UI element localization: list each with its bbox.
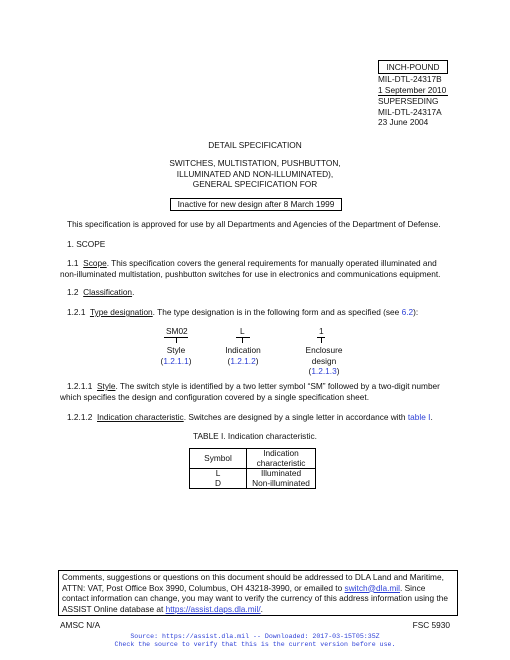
- paragraph-text: . Switches are designed by a single letter in accordance with: [183, 412, 408, 422]
- previous-document-id: MIL-DTL-24317A: [378, 106, 442, 117]
- document-id: MIL-DTL-24317B: [378, 74, 442, 84]
- enclosure-label-2: design: [311, 355, 337, 366]
- document-header: [378, 60, 448, 128]
- paragraph-heading: Type designation: [89, 307, 153, 317]
- fsc-label: FSC 5930: [412, 620, 450, 630]
- paragraph-1-1: [60, 258, 455, 279]
- enclosure-label: Enclosure: [305, 345, 343, 355]
- document-date: 1 September 2010: [378, 84, 447, 95]
- indication-label-group: Indication (1.2.1.2): [213, 345, 273, 366]
- indication-cell: Illuminated: [247, 469, 316, 479]
- paragraph-text: . This specification covers the general requirements for manually operated illuminated and non-illuminated multistation, pushbutton switches for use in electronics and communications equipment.: [60, 258, 441, 279]
- paragraph-number: 1.2: [67, 287, 79, 297]
- indication-cell: Non-illuminated: [247, 479, 316, 489]
- inch-pound-label: INCH-POUND: [378, 60, 448, 74]
- enclosure-ref-link[interactable]: 1.2.1.3: [311, 366, 337, 376]
- amsc-label: AMSC N/A: [60, 620, 101, 630]
- paragraph-1-2: [60, 287, 455, 298]
- comments-box: [58, 570, 458, 616]
- code-enclosure: 1: [319, 326, 324, 336]
- paragraph-text-end: ):: [413, 307, 419, 317]
- paragraph-number: 1.2.1.1: [67, 381, 93, 391]
- style-ref-link[interactable]: 1.2.1.1: [163, 355, 189, 366]
- comments-text-3: .: [260, 603, 263, 614]
- paragraph-number: 1.2.1: [67, 307, 86, 317]
- table-row: [190, 479, 316, 489]
- spec-kind: DETAIL SPECIFICATION: [208, 140, 302, 150]
- paragraph-1-2-1: [60, 307, 480, 318]
- style-label: Style: [166, 345, 186, 355]
- table-link[interactable]: table I: [407, 412, 431, 422]
- table-row: [190, 469, 316, 479]
- paragraph-heading: Scope: [83, 258, 107, 268]
- paragraph-heading: Classification: [83, 287, 133, 297]
- check-line: Check the source to verify that this is the current version before use.: [114, 641, 396, 648]
- column-header-indication: Indication characteristic: [247, 449, 316, 469]
- symbol-cell: L: [190, 469, 247, 479]
- indication-table: [189, 448, 316, 489]
- style-label-group: Style (1.2.1.1): [146, 345, 206, 366]
- section-1-heading: 1. SCOPE: [67, 239, 106, 249]
- code-style: SM02: [166, 326, 188, 336]
- section-link[interactable]: 6.2: [401, 307, 414, 317]
- paragraph-1-2-1-1: [60, 381, 455, 402]
- table-caption: TABLE I. Indication characteristic.: [193, 431, 317, 441]
- paragraph-number: 1.2.1.2: [67, 412, 93, 422]
- column-header-symbol: Symbol: [190, 449, 247, 469]
- title-line-2: ILLUMINATED AND NON-ILLUMINATED),: [176, 168, 334, 179]
- approval-statement: This specification is approved for use by all Departments and Agencies of the Department of Defense.: [67, 219, 441, 229]
- previous-document-date: 23 June 2004: [378, 117, 429, 127]
- comments-text: Comments, suggestions or questions on this document should be addressed to DLA Land and Maritime, ATTN: VAT, Post Office Box 3990, Columbus, OH 43218-3990, or emailed to: [62, 572, 444, 593]
- enclosure-label-group: Enclosure design (1.2.1.3): [292, 345, 356, 377]
- indication-ref-link[interactable]: 1.2.1.2: [230, 355, 256, 366]
- paragraph-text-end: .: [430, 412, 433, 422]
- symbol-cell: D: [190, 479, 247, 489]
- paragraph-number: 1.1: [67, 258, 79, 268]
- assist-url-link[interactable]: https://assist.daps.dla.mil/: [165, 603, 261, 614]
- inactive-notice: Inactive for new design after 8 March 1999: [170, 198, 342, 211]
- spec-title: [0, 158, 510, 190]
- indication-label: Indication: [225, 345, 261, 355]
- comments-text-2: . Since contact information can change, you may want to verify the currency of this address information using the ASSIST Online database at: [62, 582, 449, 614]
- paragraph-1-2-1-2: [60, 412, 480, 423]
- paragraph-text: .: [132, 287, 135, 297]
- paragraph-text: . The switch style is identified by a two letter symbol “SM” followed by a two-digit number which specifies the design and configuration covered by a single specification sheet.: [60, 381, 440, 402]
- code-indication: L: [240, 326, 245, 336]
- email-link[interactable]: switch@dla.mil: [344, 582, 400, 593]
- paragraph-text: . The type designation is in the following form and as specified (see: [152, 307, 402, 317]
- superseding-label: SUPERSEDING: [378, 96, 439, 106]
- paragraph-heading: Style: [97, 381, 116, 391]
- table-header-row: [190, 449, 316, 469]
- paragraph-heading: Indication characteristic: [97, 412, 184, 422]
- title-line-1: SWITCHES, MULTISTATION, PUSHBUTTON,: [169, 158, 341, 168]
- source-line: Source: https://assist.dla.mil -- Downloaded: 2017-03-15T05:35Z: [130, 633, 380, 640]
- title-line-3: GENERAL SPECIFICATION FOR: [192, 179, 318, 189]
